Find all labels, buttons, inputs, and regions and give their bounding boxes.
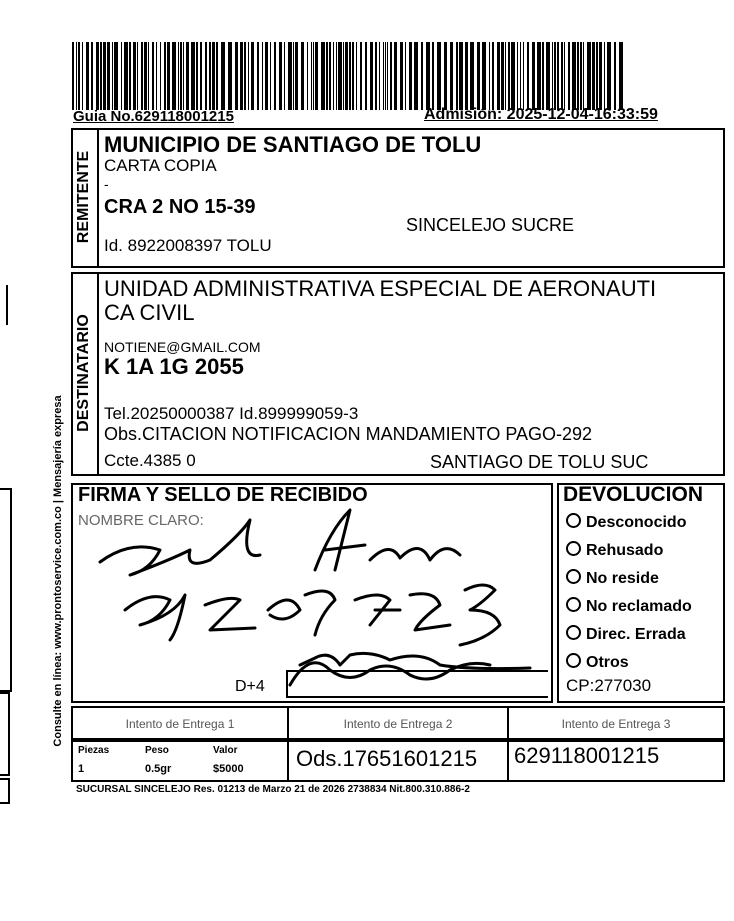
radio-circle-icon [566, 653, 581, 668]
barcode-bar [178, 42, 179, 110]
barcode-bar [295, 42, 298, 110]
barcode-bar [270, 42, 271, 110]
radio-circle-icon [566, 625, 581, 640]
sender-id: Id. 8922008397 TOLU [104, 236, 272, 255]
barcode-bar [315, 42, 318, 110]
option-direc-errada[interactable] [566, 625, 686, 644]
barcode-bar [385, 42, 386, 110]
sender-city: SINCELEJO SUCRE [406, 215, 575, 235]
barcode-bar [78, 42, 80, 110]
barcode-bar [489, 42, 490, 110]
sender-name: MUNICIPIO DE SANTIAGO DE TOLU [104, 132, 482, 157]
radio-circle-icon [566, 513, 581, 528]
recipient-section-label: DESTINATARIO [75, 314, 92, 432]
barcode-bar [216, 42, 218, 110]
barcode-bar [444, 42, 447, 110]
barcode-bar [329, 42, 331, 110]
barcode-bar [240, 42, 243, 110]
barcode-bar [191, 42, 195, 110]
radio-circle-icon [566, 597, 581, 612]
barcode-bar [112, 42, 113, 110]
barcode-bar [103, 42, 106, 110]
barcode-bar [523, 42, 524, 110]
barcode-bar [527, 42, 529, 110]
barcode-bar [91, 42, 93, 110]
barcode-bar [356, 42, 357, 110]
barcode-bar [577, 42, 579, 110]
barcode-bar [186, 42, 189, 110]
barcode [72, 42, 628, 110]
barcode-bar [365, 42, 367, 110]
cp-code: CP:277030 [566, 676, 652, 695]
barcode-bar [160, 42, 161, 110]
barcode-bar [604, 42, 605, 110]
barcode-bar [592, 42, 595, 110]
barcode-bar [375, 42, 377, 110]
barcode-bar [288, 42, 292, 110]
recipient-ccte: Ccte.4385 0 [104, 451, 196, 470]
barcode-bar [265, 42, 268, 110]
barcode-bar [326, 42, 328, 110]
weight-header: Peso [145, 745, 169, 756]
barcode-bar [152, 42, 154, 110]
pieces-value: 1 [78, 763, 85, 775]
option-rehusado[interactable] [566, 541, 663, 560]
attempt-3: Intento de Entrega 3 [561, 717, 671, 731]
barcode-bar [86, 42, 89, 110]
recipient-name-line1: UNIDAD ADMINISTRATIVA ESPECIAL DE AERONAUTI [104, 276, 657, 301]
barcode-bar [405, 42, 406, 110]
sender-section-label: REMITENTE [75, 150, 92, 244]
handwritten-signature [90, 500, 550, 700]
barcode-bar [426, 42, 430, 110]
barcode-bar [235, 42, 238, 110]
barcode-bar [599, 42, 602, 110]
barcode-bar [390, 42, 392, 110]
barcode-bar [432, 42, 434, 110]
barcode-bar [172, 42, 176, 110]
barcode-bar [133, 42, 136, 110]
barcode-bar [370, 42, 373, 110]
barcode-bar [470, 42, 474, 110]
barcode-bar [587, 42, 591, 110]
barcode-bar [321, 42, 325, 110]
signature-title: FIRMA Y SELLO DE RECIBIDO [78, 484, 368, 506]
weight-value: 0.5gr [145, 763, 172, 775]
barcode-bar [205, 42, 207, 110]
barcode-bar [557, 42, 559, 110]
barcode-bar [345, 42, 348, 110]
barcode-bar [82, 42, 83, 110]
barcode-bar [284, 42, 285, 110]
barcode-bar [414, 42, 418, 110]
barcode-bar [313, 42, 314, 110]
barcode-bar [228, 42, 232, 110]
recipient-name-line2: CA CIVIL [104, 300, 195, 325]
barcode-bar [580, 42, 582, 110]
barcode-bar [144, 42, 147, 110]
barcode-bar [517, 42, 518, 110]
scan-edge-mark [0, 778, 10, 804]
barcode-bar [459, 42, 463, 110]
barcode-bar [409, 42, 412, 110]
barcode-bar [76, 42, 77, 110]
barcode-bar [421, 42, 423, 110]
barcode-bar [124, 42, 128, 110]
barcode-bar [492, 42, 494, 110]
barcode-bar [183, 42, 184, 110]
scan-edge-mark [0, 692, 10, 776]
recipient-city: SANTIAGO DE TOLU SUC [430, 452, 649, 472]
barcode-bar [505, 42, 506, 110]
admission-date: Admisión: 2025-12-04-16:33:59 [424, 106, 658, 123]
recipient-obs: Obs.CITACION NOTIFICACION MANDAMIENTO PAGO-292 [104, 424, 593, 444]
barcode-bar [583, 42, 584, 110]
pieces-header: Piezas [78, 745, 110, 756]
barcode-bar [301, 42, 304, 110]
barcode-bar [387, 42, 388, 110]
option-label: Direc. Errada [586, 626, 686, 643]
barcode-bar [383, 42, 384, 110]
barcode-bar [338, 42, 342, 110]
barcode-bar [546, 42, 550, 110]
barcode-bar [437, 42, 441, 110]
barcode-bar [497, 42, 500, 110]
option-otros[interactable] [566, 653, 629, 672]
barcode-bar [156, 42, 157, 110]
barcode-bar [572, 42, 576, 110]
scan-edge-mark [6, 285, 8, 325]
barcode-bar [274, 42, 276, 110]
barcode-bar [293, 42, 294, 110]
radio-circle-icon [566, 541, 581, 556]
option-label: No reclamado [586, 598, 692, 615]
barcode-bar [360, 42, 362, 110]
barcode-bar [508, 42, 510, 110]
barcode-bar [167, 42, 170, 110]
option-label: Rehusado [586, 542, 664, 559]
barcode-bar [520, 42, 521, 110]
barcode-bar [336, 42, 337, 110]
option-no-reclamado[interactable] [566, 597, 692, 616]
recipient-label-divider [97, 272, 99, 476]
barcode-bar [614, 42, 616, 110]
barcode-bar [200, 42, 202, 110]
barcode-bar [607, 42, 611, 110]
package-divider [507, 740, 509, 782]
sender-line2: CARTA COPIA [104, 156, 217, 175]
barcode-bar [456, 42, 458, 110]
barcode-bar [482, 42, 486, 110]
barcode-bar [121, 42, 122, 110]
barcode-bar [262, 42, 263, 110]
barcode-bar [596, 42, 598, 110]
barcode-bar [114, 42, 118, 110]
ods-number: Ods.17651601215 [296, 746, 478, 771]
barcode-bar [477, 42, 480, 110]
barcode-bar [450, 42, 453, 110]
barcode-bar [72, 42, 74, 110]
recipient-tel: Tel.20250000387 Id.899999059-3 [104, 404, 359, 423]
d-label: D+4 [235, 678, 265, 695]
barcode-bar [248, 42, 249, 110]
recipient-address: K 1A 1G 2055 [104, 354, 244, 379]
barcode-bar [196, 42, 198, 110]
scan-edge-mark [0, 488, 12, 692]
guide-number-bottom: 629118001215 [514, 743, 660, 768]
attempt-1: Intento de Entrega 1 [125, 717, 235, 731]
guide-number-header: Guia No.629118001215 [73, 108, 234, 125]
barcode-bar [343, 42, 344, 110]
name-label: NOMBRE CLARO: [78, 512, 204, 529]
barcode-bar [180, 42, 182, 110]
side-info-text: Consulte en línea: www.prontoservice.com.co | Mensajería expresa [52, 395, 64, 747]
barcode-bar [349, 42, 351, 110]
barcode-bar [552, 42, 553, 110]
barcode-bar [379, 42, 380, 110]
option-label: No reside [586, 570, 659, 587]
barcode-bar [212, 42, 215, 110]
option-label: Desconocido [586, 514, 687, 531]
barcode-bar [501, 42, 504, 110]
barcode-bar [251, 42, 254, 110]
barcode-bar [542, 42, 544, 110]
value-value: $5000 [213, 763, 244, 775]
barcode-bar [394, 42, 397, 110]
radio-circle-icon [566, 569, 581, 584]
option-no-reside[interactable] [566, 569, 659, 588]
barcode-bar [164, 42, 166, 110]
barcode-bar [129, 42, 131, 110]
barcode-bar [209, 42, 211, 110]
footer-text: SUCURSAL SINCELEJO Res. 01213 de Marzo 21 de 2026 2738834 Nit.800.310.886-2 [76, 784, 470, 795]
barcode-bar [465, 42, 468, 110]
barcode-bar [257, 42, 259, 110]
barcode-bar [561, 42, 563, 110]
option-label: Otros [586, 654, 629, 671]
barcode-bar [244, 42, 246, 110]
sender-dash: - [104, 176, 109, 192]
option-desconocido[interactable] [566, 513, 686, 532]
barcode-bar [100, 42, 102, 110]
recipient-email: NOTIENE@GMAIL.COM [104, 339, 261, 355]
barcode-bar [511, 42, 515, 110]
barcode-bar [532, 42, 535, 110]
devolucion-title: DEVOLUCION [563, 483, 704, 506]
barcode-bar [307, 42, 308, 110]
barcode-bar [537, 42, 541, 110]
sender-address: CRA 2 NO 15-39 [104, 196, 256, 218]
barcode-bar [352, 42, 354, 110]
barcode-bar [564, 42, 565, 110]
barcode-bar [96, 42, 99, 110]
barcode-bar [568, 42, 570, 110]
barcode-bar [554, 42, 556, 110]
barcode-bar [137, 42, 138, 110]
value-header: Valor [213, 745, 238, 756]
barcode-bar [141, 42, 143, 110]
barcode-bar [107, 42, 110, 110]
package-divider [287, 740, 289, 782]
sender-label-divider [97, 128, 99, 268]
barcode-bar [619, 42, 623, 110]
barcode-bar [400, 42, 403, 110]
barcode-bar [221, 42, 225, 110]
barcode-bar [279, 42, 282, 110]
attempt-2: Intento de Entrega 2 [343, 717, 453, 731]
barcode-bar [333, 42, 334, 110]
barcode-bar [311, 42, 312, 110]
barcode-bar [148, 42, 149, 110]
